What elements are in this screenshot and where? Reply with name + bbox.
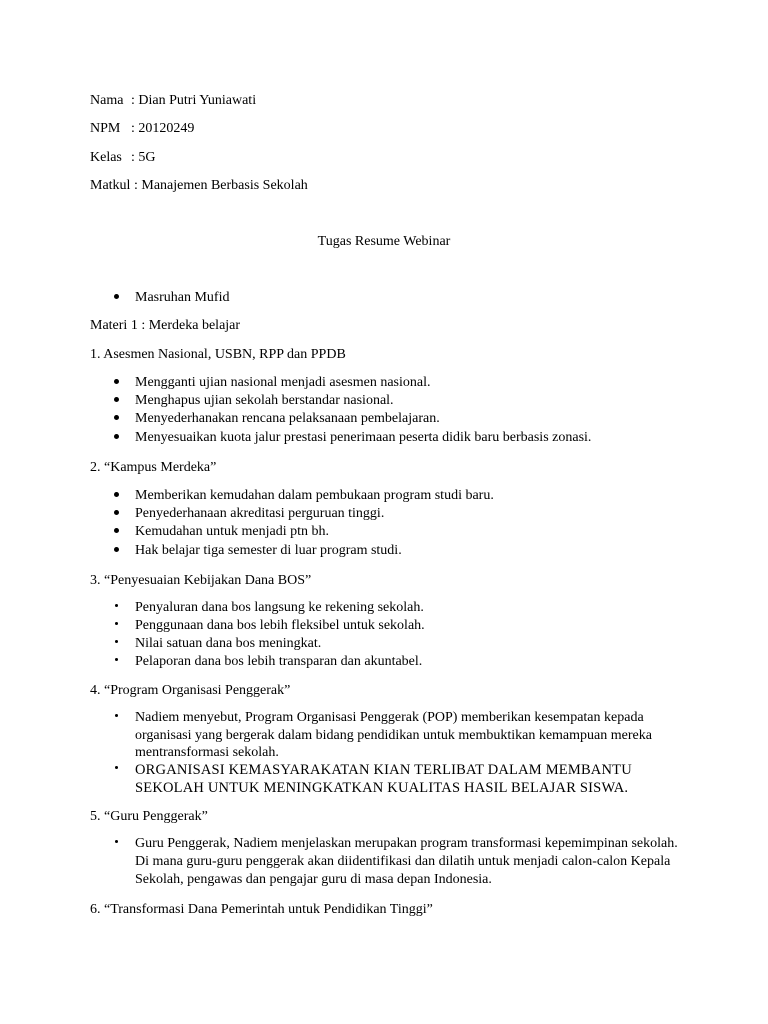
bullet-icon: [111, 429, 121, 447]
speaker-name: Masruhan Mufid: [135, 290, 230, 305]
list-item-line: Nadiem menyebut, Program Organisasi Penggerak (POP) memberikan kesempatan kepada: [135, 710, 644, 725]
npm-label: NPM: [90, 121, 121, 136]
materi-heading: Materi 1 : Merdeka belajar: [90, 318, 241, 333]
list-item: Penyederhanaan akreditasi perguruan tinggi.: [135, 506, 385, 521]
list-item: Penyaluran dana bos langsung ke rekening sekolah.: [135, 600, 424, 615]
kelas-value: : 5G: [131, 150, 156, 165]
list-item-line: Guru Penggerak, Nadiem menjelaskan merupakan program transformasi kepemimpinan sekolah.: [135, 836, 678, 851]
list-item-line: SEKOLAH UNTUK MENINGKATKAN KUALITAS HASIL BELAJAR SISWA.: [135, 780, 629, 796]
list-item-line: ORGANISASI KEMASYARAKATAN KIAN TERLIBAT DALAM MEMBANTU: [135, 762, 632, 778]
matkul-value: : Manajemen Berbasis Sekolah: [134, 178, 308, 193]
list-item-line: mentransformasi sekolah.: [135, 745, 279, 760]
bullet-icon: [111, 542, 121, 560]
list-item: Menyederhanakan rencana pelaksanaan pembelajaran.: [135, 411, 440, 426]
list-item: Memberikan kemudahan dalam pembukaan program studi baru.: [135, 488, 494, 503]
bullet-icon: [111, 487, 121, 505]
bullet-icon: [111, 599, 121, 617]
kelas-label: Kelas: [90, 150, 122, 165]
list-item-line: Sekolah, pengawas dan pengajar guru di masa depan Indonesia.: [135, 872, 492, 887]
section-heading: 6. “Transformasi Dana Pemerintah untuk Pendidikan Tinggi”: [90, 902, 433, 917]
list-item-line: Di mana guru-guru penggerak akan diidentifikasi dan dilatih untuk menjadi calon-calon Kepala: [135, 854, 671, 869]
bullet-icon: [111, 709, 121, 727]
list-item: Mengganti ujian nasional menjadi asesmen nasional.: [135, 375, 431, 390]
nama-value: : Dian Putri Yuniawati: [131, 93, 257, 108]
section-heading: 3. “Penyesuaian Kebijakan Dana BOS”: [90, 573, 312, 588]
bullet-icon: [111, 761, 121, 779]
list-item-line: organisasi yang bergerak dalam bidang pendidikan untuk membuktikan kemampuan mereka: [135, 728, 652, 743]
bullet-icon: [111, 289, 121, 307]
bullet-icon: [111, 635, 121, 653]
list-item: Penggunaan dana bos lebih fleksibel untuk sekolah.: [135, 618, 425, 633]
bullet-icon: [111, 835, 121, 853]
list-item: Kemudahan untuk menjadi ptn bh.: [135, 524, 330, 539]
bullet-icon: [111, 410, 121, 428]
document-title: Tugas Resume Webinar: [317, 234, 451, 249]
bullet-icon: [111, 523, 121, 541]
list-item: Menghapus ujian sekolah berstandar nasional.: [135, 393, 394, 408]
bullet-icon: [111, 617, 121, 635]
section-heading: 2. “Kampus Merdeka”: [90, 460, 217, 475]
section-heading: 1. Asesmen Nasional, USBN, RPP dan PPDB: [90, 347, 346, 362]
nama-label: Nama: [90, 93, 124, 108]
list-item: Nilai satuan dana bos meningkat.: [135, 636, 322, 651]
bullet-icon: [111, 505, 121, 523]
list-item: Pelaporan dana bos lebih transparan dan akuntabel.: [135, 654, 423, 669]
list-item: Hak belajar tiga semester di luar program studi.: [135, 543, 402, 558]
bullet-icon: [111, 374, 121, 392]
list-item: Menyesuaikan kuota jalur prestasi penerimaan peserta didik baru berbasis zonasi.: [135, 430, 592, 445]
section-heading: 4. “Program Organisasi Penggerak”: [90, 683, 291, 698]
bullet-icon: [111, 653, 121, 671]
matkul-label: Matkul: [90, 178, 131, 193]
npm-value: : 20120249: [131, 121, 195, 136]
section-heading: 5. “Guru Penggerak”: [90, 809, 208, 824]
bullet-icon: [111, 392, 121, 410]
